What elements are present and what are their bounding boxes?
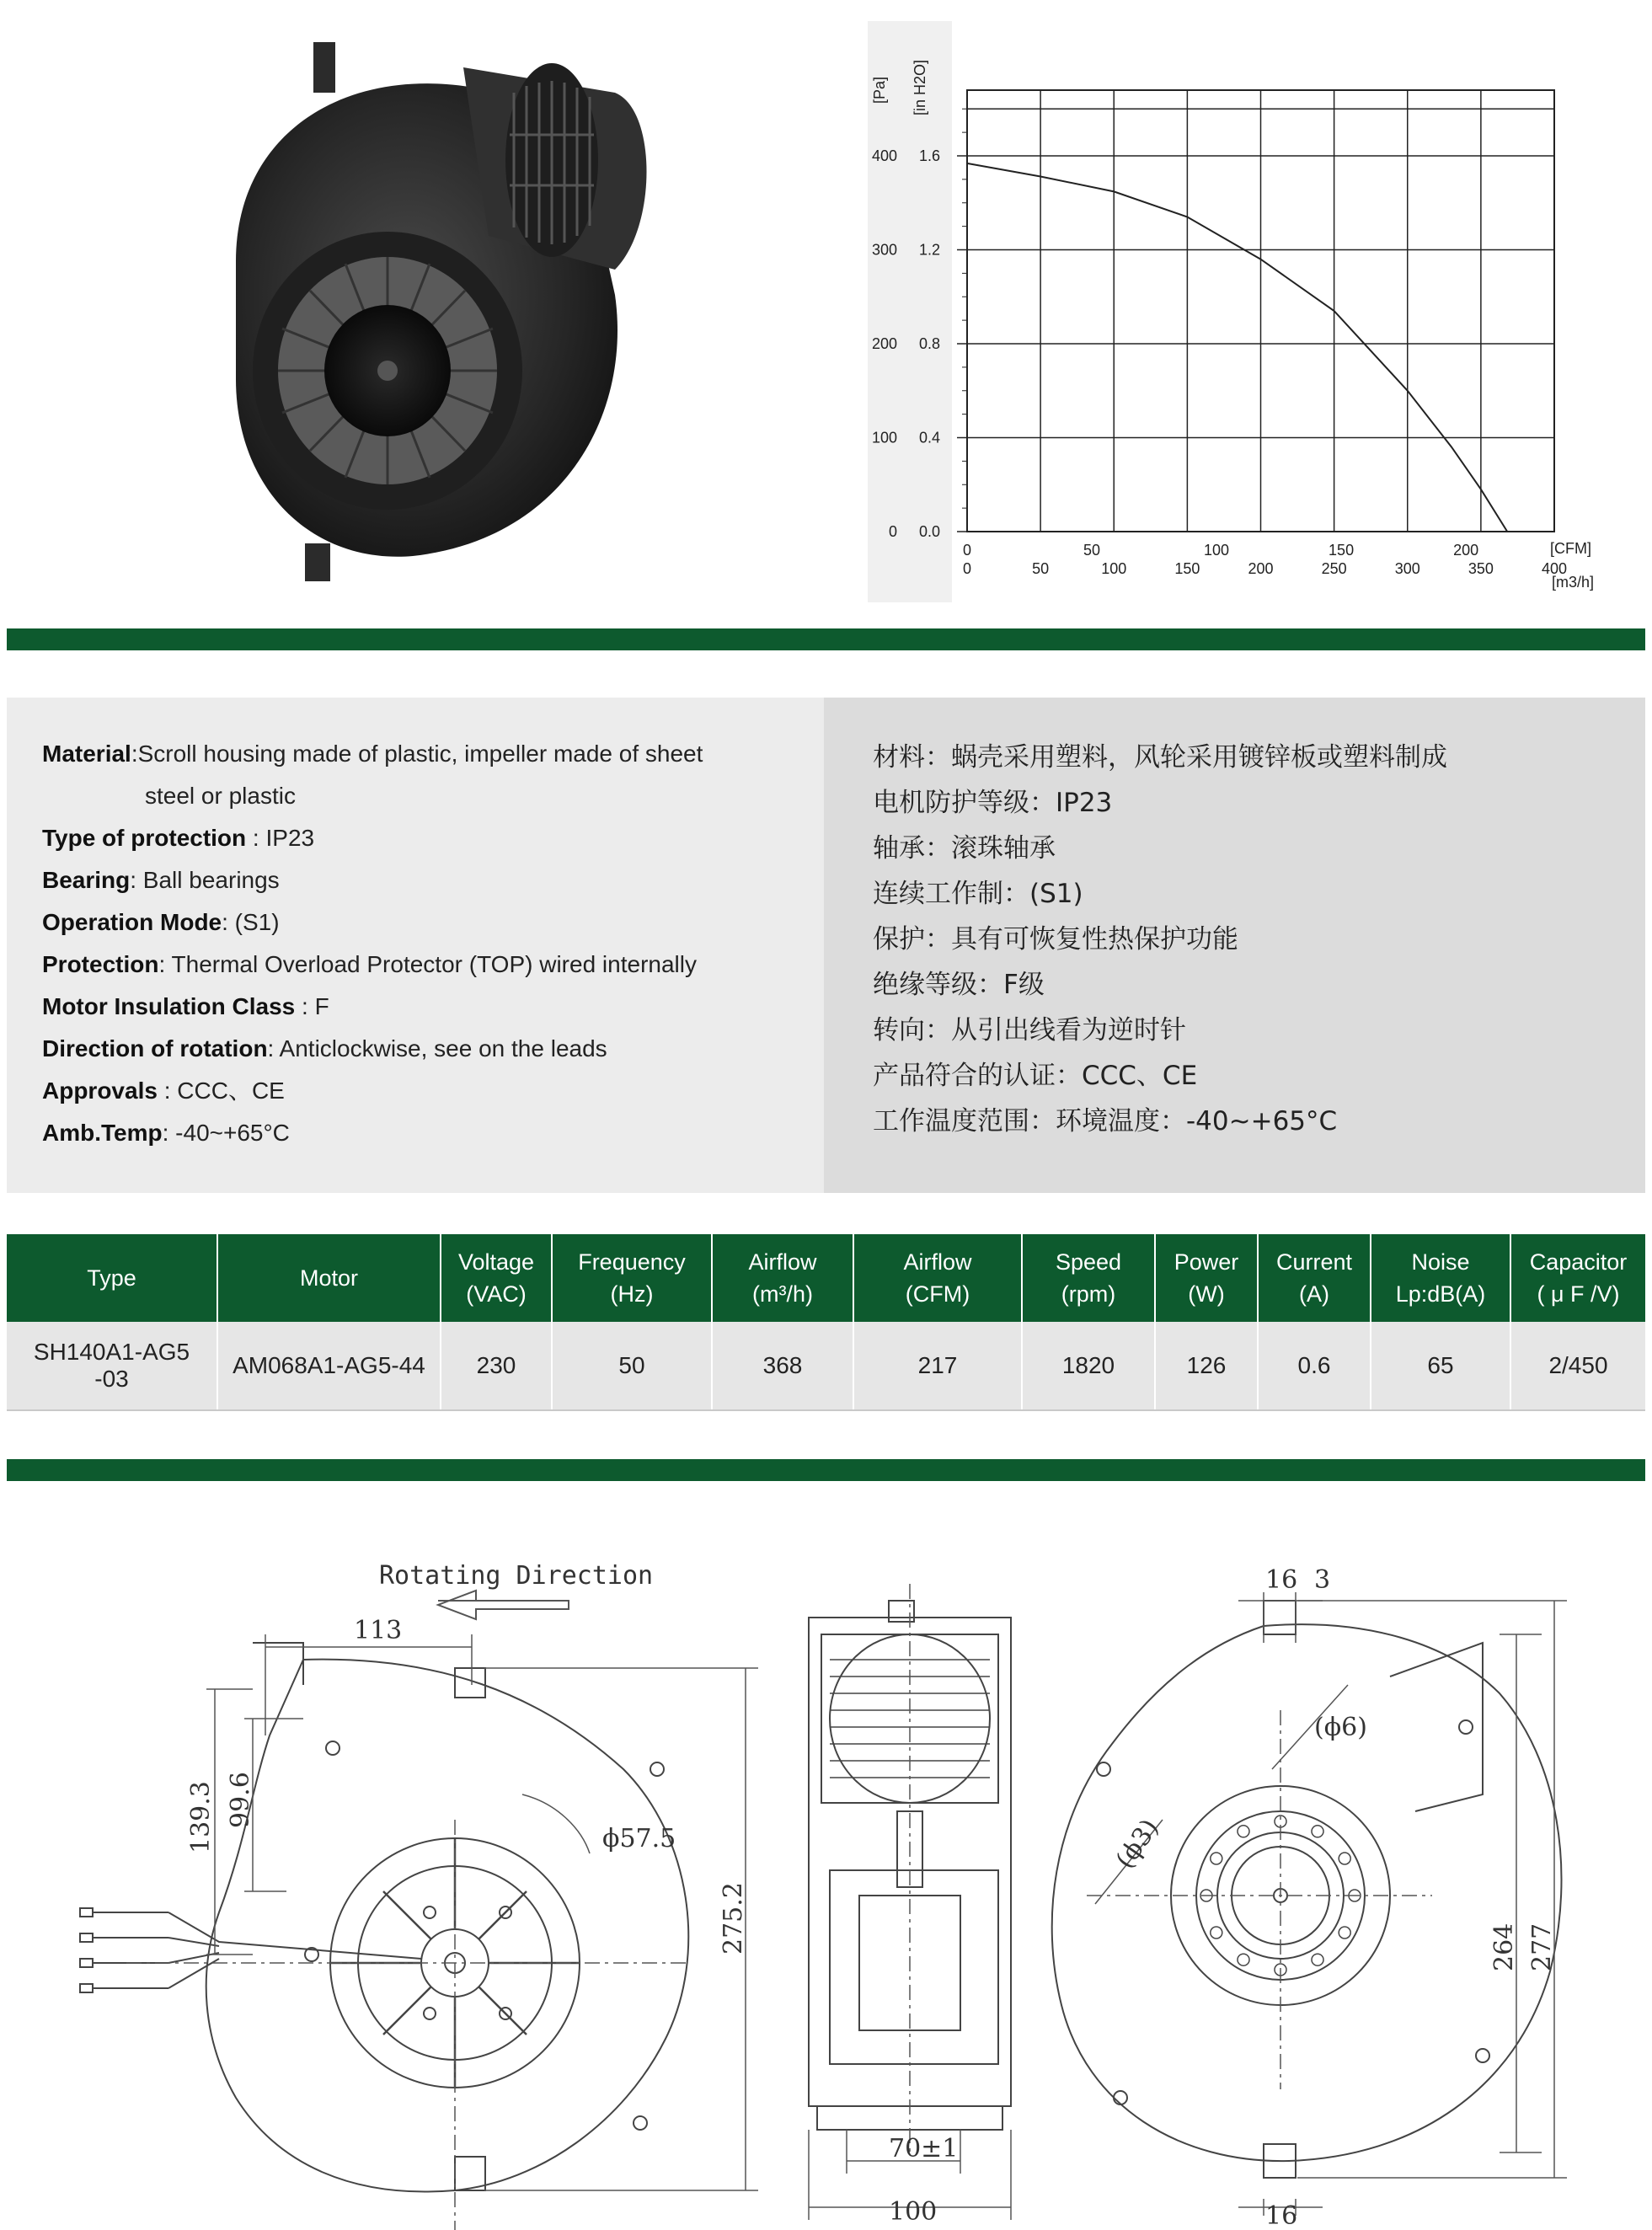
y-tick-inh2o-label: 1.6	[918, 147, 940, 164]
spec-cn-line: 转向：从引出线看为逆时针	[873, 1015, 1186, 1045]
y-tick-pa-label: 300	[871, 241, 897, 259]
spec-cn-line: 绝缘等级：F级	[873, 970, 1045, 1000]
cell-airflow-cfm: 217	[853, 1322, 1022, 1410]
x-tick-cfm-label: 0	[962, 542, 972, 559]
y-tick-pa-label: 200	[871, 335, 897, 352]
y-tick-pa-label: 0	[888, 523, 897, 540]
x-tick-m3h-label: 300	[1394, 560, 1420, 577]
table-header-row	[7, 1234, 1645, 1322]
dim-16-bottom: 16	[1265, 2201, 1298, 2230]
spec-cn-line: 产品符合的认证：CCC、CE	[873, 1061, 1198, 1091]
col-header-noise: Noise Lp:dB(A)	[1371, 1234, 1510, 1322]
cell-motor: AM068A1-AG5-44	[217, 1322, 441, 1410]
dim-70: 70±1	[889, 2134, 959, 2163]
rotor-hole	[1238, 1954, 1249, 1965]
y-tick-pa-label: 400	[871, 147, 897, 164]
dim-277: 277	[1527, 1923, 1557, 1971]
spec-cn-line: 工作温度范围：环境温度：-40~+65°C	[873, 1106, 1338, 1136]
y-right-axis-label: [in H2O]	[912, 59, 928, 115]
x-tick-m3h-label: 150	[1174, 560, 1200, 577]
dim-99-6: 99.6	[226, 1772, 255, 1828]
y-left-axis-label: [Pa]	[871, 76, 888, 104]
spec-cn-line: 连续工作制：(S1)	[873, 879, 1083, 909]
table-row	[7, 1322, 1645, 1410]
rotating-direction-label: Rotating Direction	[379, 1561, 654, 1591]
dim-3: 3	[1314, 1565, 1331, 1595]
spec-table	[7, 1234, 1645, 1411]
dim-275-2: 275.2	[719, 1882, 748, 1955]
col-header-power: Power (W)	[1155, 1234, 1258, 1322]
x-bottom-axis-label: [m3/h]	[1552, 574, 1595, 591]
x-tick-m3h-label: 50	[1032, 560, 1050, 577]
rotor-hole	[1211, 1927, 1222, 1939]
x-tick-cfm-label: 100	[1204, 542, 1230, 559]
x-tick-m3h-label: 100	[1101, 560, 1127, 577]
y-tick-inh2o-label: 0.4	[918, 429, 940, 447]
divider-bar	[7, 628, 1645, 650]
rotor-hole	[1339, 1853, 1350, 1864]
rotor-hole	[1312, 1954, 1323, 1965]
col-header-airflow-m3h: Airflow (m³/h)	[712, 1234, 853, 1322]
col-header-capacitor: Capacitor ( μ F /V)	[1510, 1234, 1645, 1322]
dim-100: 100	[889, 2197, 938, 2227]
spec-rotation: Direction of rotation: Anticlockwise, see on the leads	[42, 1035, 607, 1062]
x-tick-cfm-label: 50	[1083, 542, 1101, 559]
spec-insulation: Motor Insulation Class : F	[42, 993, 329, 1019]
col-header-current: Current (A)	[1258, 1234, 1371, 1322]
spec-material-cont: steel or plastic	[145, 783, 296, 809]
spec-protection: Protection: Thermal Overload Protector (TOP) wired internally	[42, 951, 697, 977]
cell-voltage: 230	[441, 1322, 552, 1410]
col-header-motor: Motor	[217, 1234, 441, 1322]
dim-16-top: 16	[1265, 1565, 1298, 1595]
divider-bar	[7, 1459, 1645, 1481]
y-tick-inh2o-label: 0.8	[918, 335, 940, 352]
x-tick-cfm-label: 200	[1453, 542, 1479, 559]
x-tick-cfm-label: 150	[1329, 542, 1355, 559]
col-header-airflow-cfm: Airflow (CFM)	[853, 1234, 1022, 1322]
performance-chart	[868, 21, 1643, 602]
cell-speed: 1820	[1022, 1322, 1155, 1410]
y-tick-inh2o-label: 0.0	[918, 523, 940, 540]
spec-protection-type: Type of protection : IP23	[42, 825, 315, 851]
spec-cn-line: 材料：蜗壳采用塑料，风轮采用镀锌板或塑料制成	[873, 742, 1447, 773]
cell-type: SH140A1-AG5 -03	[7, 1322, 217, 1410]
spec-temp: Amb.Temp: -40~+65°C	[42, 1120, 290, 1146]
technical-drawings	[0, 1516, 1652, 2230]
cell-power: 126	[1155, 1322, 1258, 1410]
x-tick-m3h-label: 200	[1248, 560, 1274, 577]
dim-phi57-5: ϕ57.5	[602, 1824, 676, 1853]
spec-cn-line: 轴承：滚珠轴承	[873, 833, 1056, 864]
spec-operation: Operation Mode: (S1)	[42, 909, 280, 935]
col-header-type: Type	[7, 1234, 217, 1322]
spec-chinese-panel	[824, 698, 1645, 1193]
dim-phi3: (ϕ3)	[1109, 1813, 1165, 1874]
dim-phi6: (ϕ6)	[1314, 1713, 1367, 1742]
rotor-hole	[1211, 1853, 1222, 1864]
col-header-frequency: Frequency (Hz)	[552, 1234, 712, 1322]
dim-264: 264	[1489, 1923, 1519, 1971]
cell-capacitor: 2/450	[1510, 1322, 1645, 1410]
x-tick-m3h-label: 250	[1321, 560, 1347, 577]
rotor-hole	[1238, 1826, 1249, 1837]
cell-noise: 65	[1371, 1322, 1510, 1410]
y-tick-inh2o-label: 1.2	[918, 241, 940, 259]
dim-113: 113	[354, 1616, 403, 1645]
x-tick-m3h-label: 400	[1541, 560, 1568, 577]
x-tick-m3h-label: 0	[962, 560, 972, 577]
cell-frequency: 50	[552, 1322, 712, 1410]
x-tick-m3h-label: 350	[1468, 560, 1494, 577]
rotor-hole	[1339, 1927, 1350, 1939]
col-header-voltage: Voltage (VAC)	[441, 1234, 552, 1322]
y-tick-pa-label: 100	[871, 429, 897, 447]
spec-english-panel	[7, 698, 824, 1193]
spec-approvals: Approvals : CCC、CE	[42, 1078, 285, 1104]
spec-material: Material:Scroll housing made of plastic, impeller made of sheet	[42, 741, 703, 767]
spec-bearing: Bearing: Ball bearings	[42, 867, 280, 893]
cell-airflow-m3h: 368	[712, 1322, 853, 1410]
dim-139-3: 139.3	[186, 1781, 216, 1853]
x-top-axis-label: [CFM]	[1550, 540, 1591, 557]
spec-cn-line: 电机防护等级：IP23	[873, 788, 1113, 818]
rotor-hole	[1312, 1826, 1323, 1837]
cell-current: 0.6	[1258, 1322, 1371, 1410]
blower-photo	[110, 17, 716, 607]
spec-cn-line: 保护：具有可恢复性热保护功能	[873, 924, 1238, 955]
col-header-speed: Speed (rpm)	[1022, 1234, 1155, 1322]
